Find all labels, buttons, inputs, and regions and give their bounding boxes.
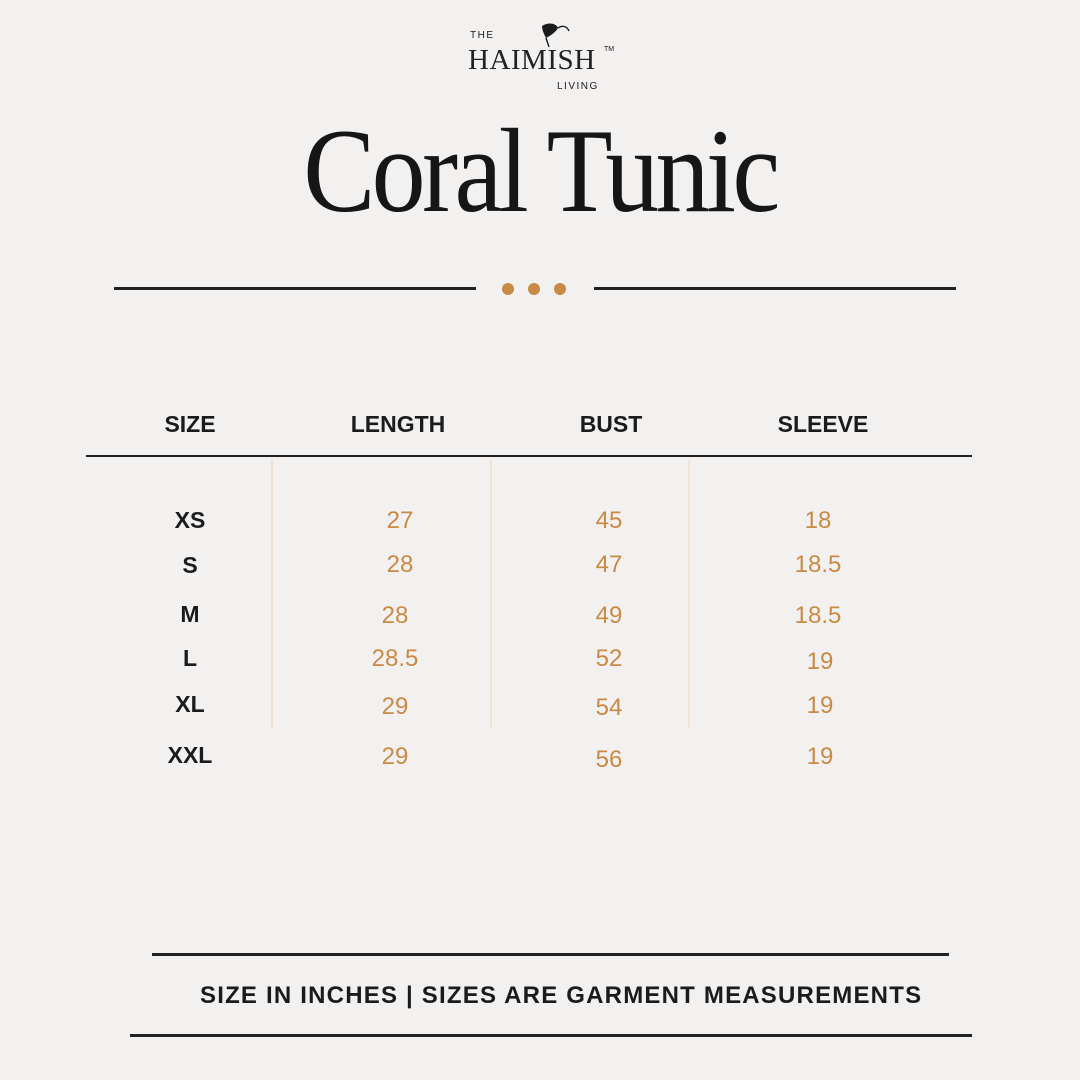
decorative-dot — [502, 283, 514, 295]
size-cell: M — [180, 601, 200, 627]
length-cell: 29 — [381, 693, 409, 720]
sleeve-cell: 19 — [806, 648, 834, 675]
logo-wordmark: HAIMISH — [468, 44, 596, 76]
footer-top-rule — [152, 953, 949, 956]
sleeve-cell: 18.5 — [794, 602, 842, 629]
column-separator — [688, 460, 690, 728]
bust-cell: 45 — [595, 507, 623, 534]
sleeve-cell: 19 — [806, 743, 834, 770]
bust-cell: 54 — [595, 694, 623, 721]
logo-living: LIVING — [557, 81, 599, 92]
size-cell: L — [182, 645, 198, 671]
bust-cell: 56 — [595, 746, 623, 773]
length-cell: 28 — [386, 551, 414, 578]
size-cell: XL — [175, 691, 205, 717]
column-header-size: SIZE — [164, 411, 216, 437]
divider-right — [594, 287, 956, 290]
length-cell: 29 — [381, 743, 409, 770]
logo-trademark: TM — [604, 46, 615, 53]
size-cell: XXL — [167, 742, 213, 768]
decorative-dot — [554, 283, 566, 295]
column-header-length: LENGTH — [350, 411, 446, 437]
length-cell: 28.5 — [371, 645, 419, 672]
column-header-sleeve: SLEEVE — [777, 411, 869, 437]
decorative-dot — [528, 283, 540, 295]
size-note: SIZE IN INCHES | SIZES ARE GARMENT MEASUREMENTS — [200, 982, 923, 1009]
table-header-rule — [86, 455, 972, 457]
bust-cell: 52 — [595, 645, 623, 672]
logo-the: THE — [470, 30, 495, 41]
size-cell: XS — [174, 507, 206, 533]
sleeve-cell: 18.5 — [794, 551, 842, 578]
sleeve-cell: 18 — [804, 507, 832, 534]
size-cell: S — [182, 552, 198, 578]
page-title: Coral Tunic — [303, 104, 777, 237]
length-cell: 28 — [381, 602, 409, 629]
column-separator — [490, 460, 492, 728]
length-cell: 27 — [386, 507, 414, 534]
sleeve-cell: 19 — [806, 692, 834, 719]
column-header-bust: BUST — [579, 411, 643, 437]
bust-cell: 47 — [595, 551, 623, 578]
column-separator — [271, 460, 273, 728]
footer-bottom-rule — [130, 1034, 972, 1037]
divider-left — [114, 287, 476, 290]
bust-cell: 49 — [595, 602, 623, 629]
